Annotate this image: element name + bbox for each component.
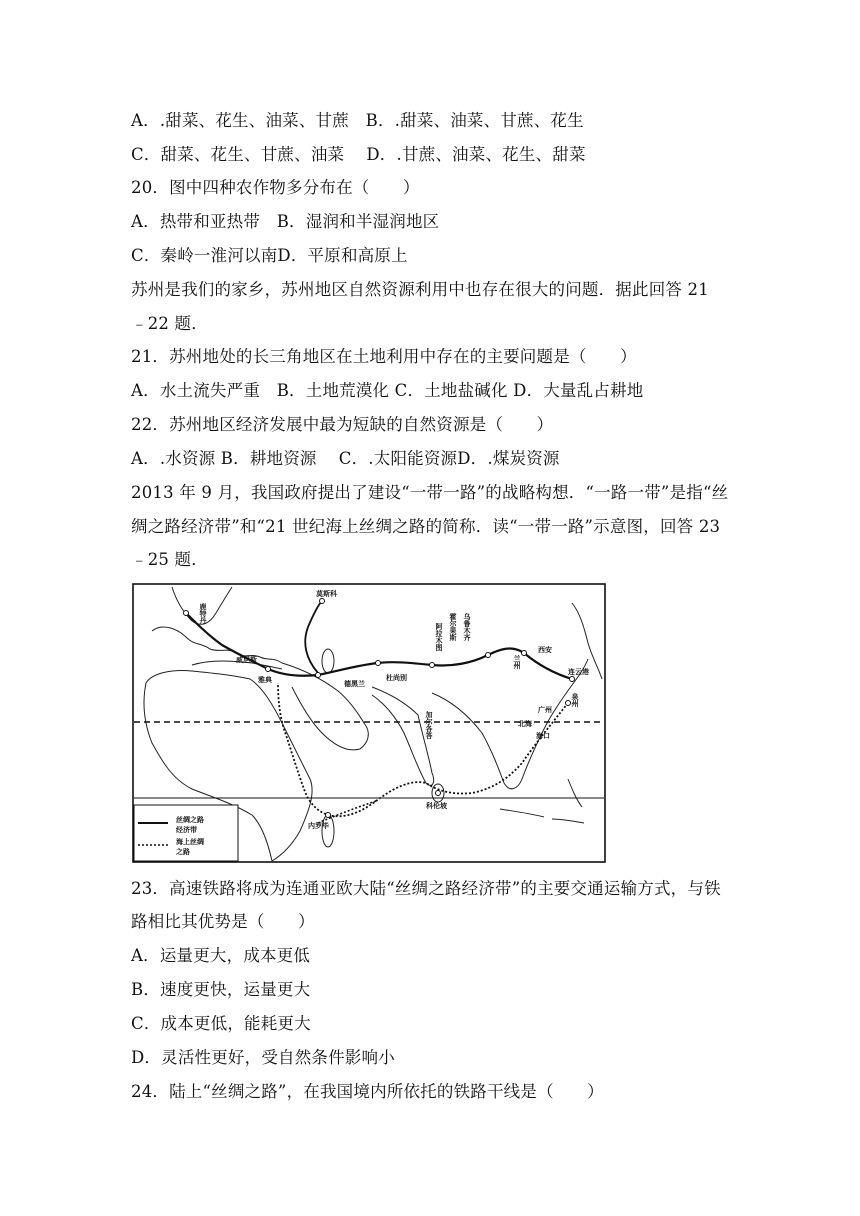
passage-suzhou-1: 苏州是我们的家乡，苏州地区自然资源利用中也存在很大的问题．据此回答 21 [131, 280, 709, 299]
place-guangzhou: 广州 [538, 706, 552, 714]
q23-stem-2: 路相比其优势是（ ） [131, 912, 315, 931]
legend-label-3: 海上丝绸 [176, 838, 204, 846]
passage-beltroad-2: 绸之路经济带”和“21 世纪海上丝绸之路的简称．读“一带一路”示意图，回答 23 [131, 517, 721, 536]
q21-options: A．水土流失严重 B．土地荒漠化 C．土地盐碱化 D．大量乱占耕地 [131, 381, 644, 400]
place-dushanbe: 杜尚别 [386, 674, 407, 682]
passage-suzhou-2: ﹣22 题． [131, 314, 208, 333]
place-quanzhou: 泉州 [571, 693, 579, 707]
place-colombo: 科伦坡 [426, 802, 447, 810]
place-urumqi: 乌鲁木齐 [463, 613, 471, 641]
q20-stem: 20．图中四种农作物多分布在（ ） [131, 178, 420, 197]
place-xian: 西安 [538, 646, 552, 654]
place-haikou: 海口 [536, 732, 550, 740]
passage-beltroad-3: ﹣25 题． [131, 550, 208, 569]
place-almaty: 阿拉木图 [435, 623, 443, 651]
place-moscow: 莫斯科 [316, 590, 337, 598]
q22-options: A．.水资源 B．耕地资源 C．.太阳能资源D．.煤炭资源 [131, 449, 560, 468]
legend-label-4: 之路 [176, 848, 190, 856]
q23-option-a: A．运量更大，成本更低 [131, 946, 311, 965]
legend-label-1: 丝绸之路 [176, 816, 204, 824]
q19-options-cd: C．甜菜、花生、甘蔗、油菜 D．.甘蔗、油菜、花生、甜菜 [131, 145, 586, 164]
place-kolkata: 加尔各答 [425, 711, 433, 739]
q22-stem: 22．苏州地区经济发展中最为短缺的自然资源是（ ） [131, 415, 554, 434]
q24-stem: 24．陆上“丝绸之路”，在我国境内所依托的铁路干线是（ ） [131, 1082, 604, 1101]
legend-label-2: 经济带 [176, 826, 197, 834]
place-lianyungang: 连云港 [568, 668, 589, 676]
place-athens: 雅典 [258, 676, 272, 684]
place-tehran: 德黑兰 [344, 680, 365, 688]
place-lanzhou: 兰州 [513, 655, 521, 669]
place-beihai: 北海 [518, 720, 532, 728]
q21-stem: 21．苏州地处的长三角地区在土地利用中存在的主要问题是（ ） [131, 347, 637, 366]
q23-option-b: B．速度更快，运量更大 [131, 980, 311, 999]
passage-beltroad-1: 2013 年 9 月，我国政府提出了建设“一带一路”的战略构想．“一路一带”是指“丝 [131, 483, 729, 502]
place-nairobi: 内罗毕 [308, 822, 329, 830]
place-khorgos: 霍尔果斯 [449, 613, 457, 641]
belt-road-map [132, 583, 606, 863]
q20-options-ab: A．热带和亚热带 B．湿润和半湿润地区 [131, 212, 440, 231]
q19-options-ab: A．.甜菜、花生、油菜、甘蔗 B．.甜菜、油菜、甘蔗、花生 [131, 111, 584, 130]
place-venice: 威尼斯 [236, 656, 257, 664]
q23-option-c: C．成本更低，能耗更大 [131, 1014, 311, 1033]
q23-stem-1: 23．高速铁路将成为连通亚欧大陆“丝绸之路经济带”的主要交通运输方式，与铁 [131, 879, 721, 898]
q20-options-cd: C．秦岭一淮河以南D．平原和高原上 [131, 246, 408, 265]
q23-option-d: D．灵活性更好，受自然条件影响小 [131, 1048, 395, 1067]
place-rotterdam: 鹿特丹 [199, 603, 207, 624]
